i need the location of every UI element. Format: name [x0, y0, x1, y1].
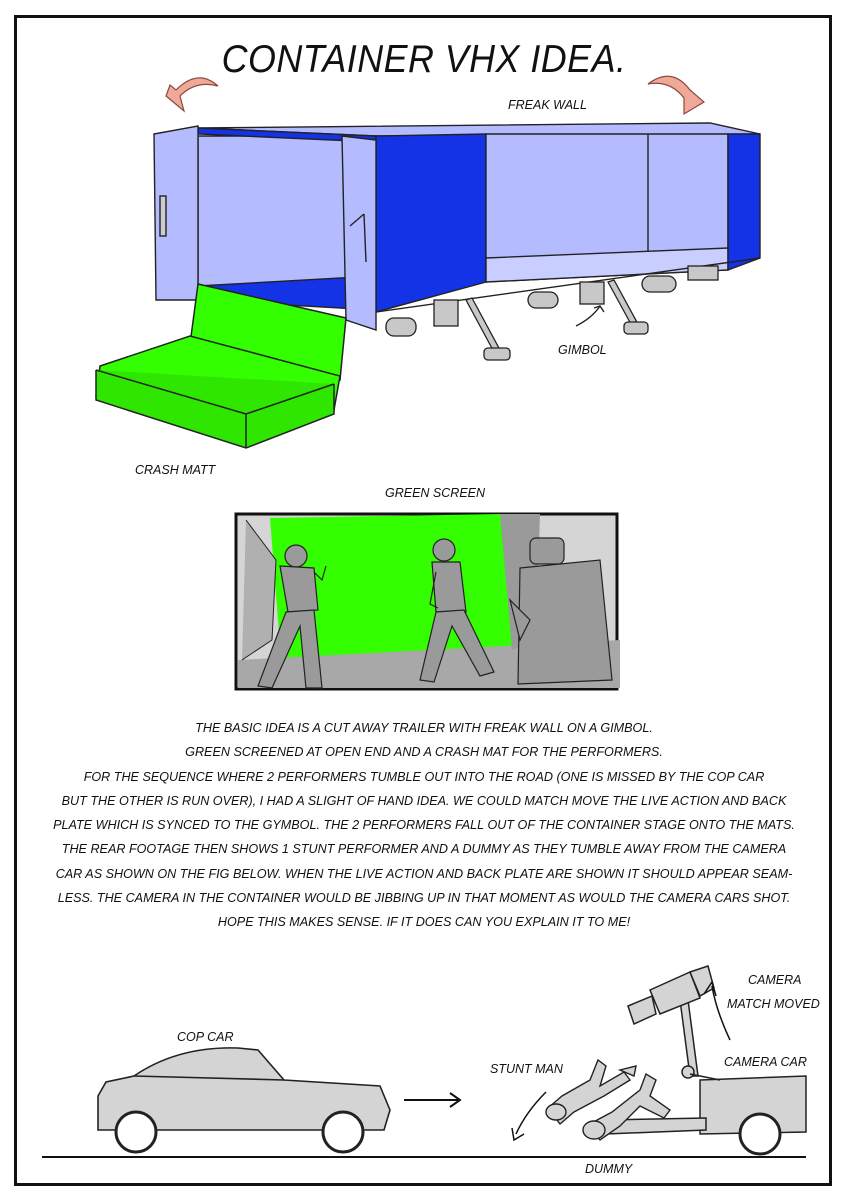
note-line: THE REAR FOOTAGE THEN SHOWS 1 STUNT PERFORMER AND A DUMMY AS THEY TUMBLE AWAY FROM THE CAMERA	[61, 842, 787, 857]
description-notes	[30, 716, 818, 935]
note-line: PLATE WHICH IS SYNCED TO THE GYMBOL. THE 2 PERFORMERS FALL OUT OF THE CONTAINER STAGE ONTO THE MATS.	[53, 818, 795, 833]
green-screen-storyboard	[236, 514, 620, 689]
note-line: BUT THE OTHER IS RUN OVER), I HAD A SLIGHT OF HAND IDEA. WE COULD MATCH MOVE THE LIVE ACTION AND BACK	[61, 793, 787, 808]
label-gimbol: GIMBOL	[558, 343, 607, 357]
cop-car-sketch	[98, 1048, 390, 1152]
label-camera-car: CAMERA CAR	[724, 1055, 807, 1069]
label-freak-wall: FREAK WALL	[508, 98, 587, 112]
direction-arrow-icon	[404, 1093, 460, 1107]
label-camera: CAMERA	[748, 973, 802, 987]
rotate-right-arrow-icon	[648, 76, 704, 114]
label-match-moved: MATCH MOVED	[727, 997, 820, 1011]
label-crash-matt: CRASH MATT	[135, 463, 216, 477]
note-line: LESS. THE CAMERA IN THE CONTAINER WOULD BE JIBBING UP IN THAT MOMENT AS WOULD THE CAMERA CARS SHOT.	[57, 891, 791, 906]
note-line: GREEN SCREENED AT OPEN END AND A CRASH MAT FOR THE PERFORMERS.	[185, 745, 663, 760]
label-green-screen: GREEN SCREEN	[385, 486, 486, 500]
rotate-left-arrow-icon	[166, 78, 218, 111]
note-line: FOR THE SEQUENCE WHERE 2 PERFORMERS TUMBLE OUT INTO THE ROAD (ONE IS MISSED BY THE COP CAR	[83, 769, 765, 784]
label-stunt-man: STUNT MAN	[490, 1062, 563, 1076]
note-line: HOPE THIS MAKES SENSE. IF IT DOES CAN YOU EXPLAIN IT TO ME!	[217, 915, 631, 930]
page-title: CONTAINER VHX IDEA.	[221, 38, 627, 81]
fall-arrow-icon	[512, 1092, 546, 1140]
note-line: THE BASIC IDEA IS A CUT AWAY TRAILER WITH FREAK WALL ON A GIMBOL.	[195, 721, 653, 735]
label-cop-car: COP CAR	[177, 1030, 234, 1044]
label-dummy: DUMMY	[585, 1162, 633, 1176]
gimbal-motion-arrow-icon	[576, 306, 604, 326]
crash-mat	[96, 284, 346, 448]
note-line: CAR AS SHOWN ON THE FIG BELOW. WHEN THE LIVE ACTION AND BACK PLATE ARE SHOWN IT SHOULD APPEAR SEAM-	[55, 866, 793, 881]
